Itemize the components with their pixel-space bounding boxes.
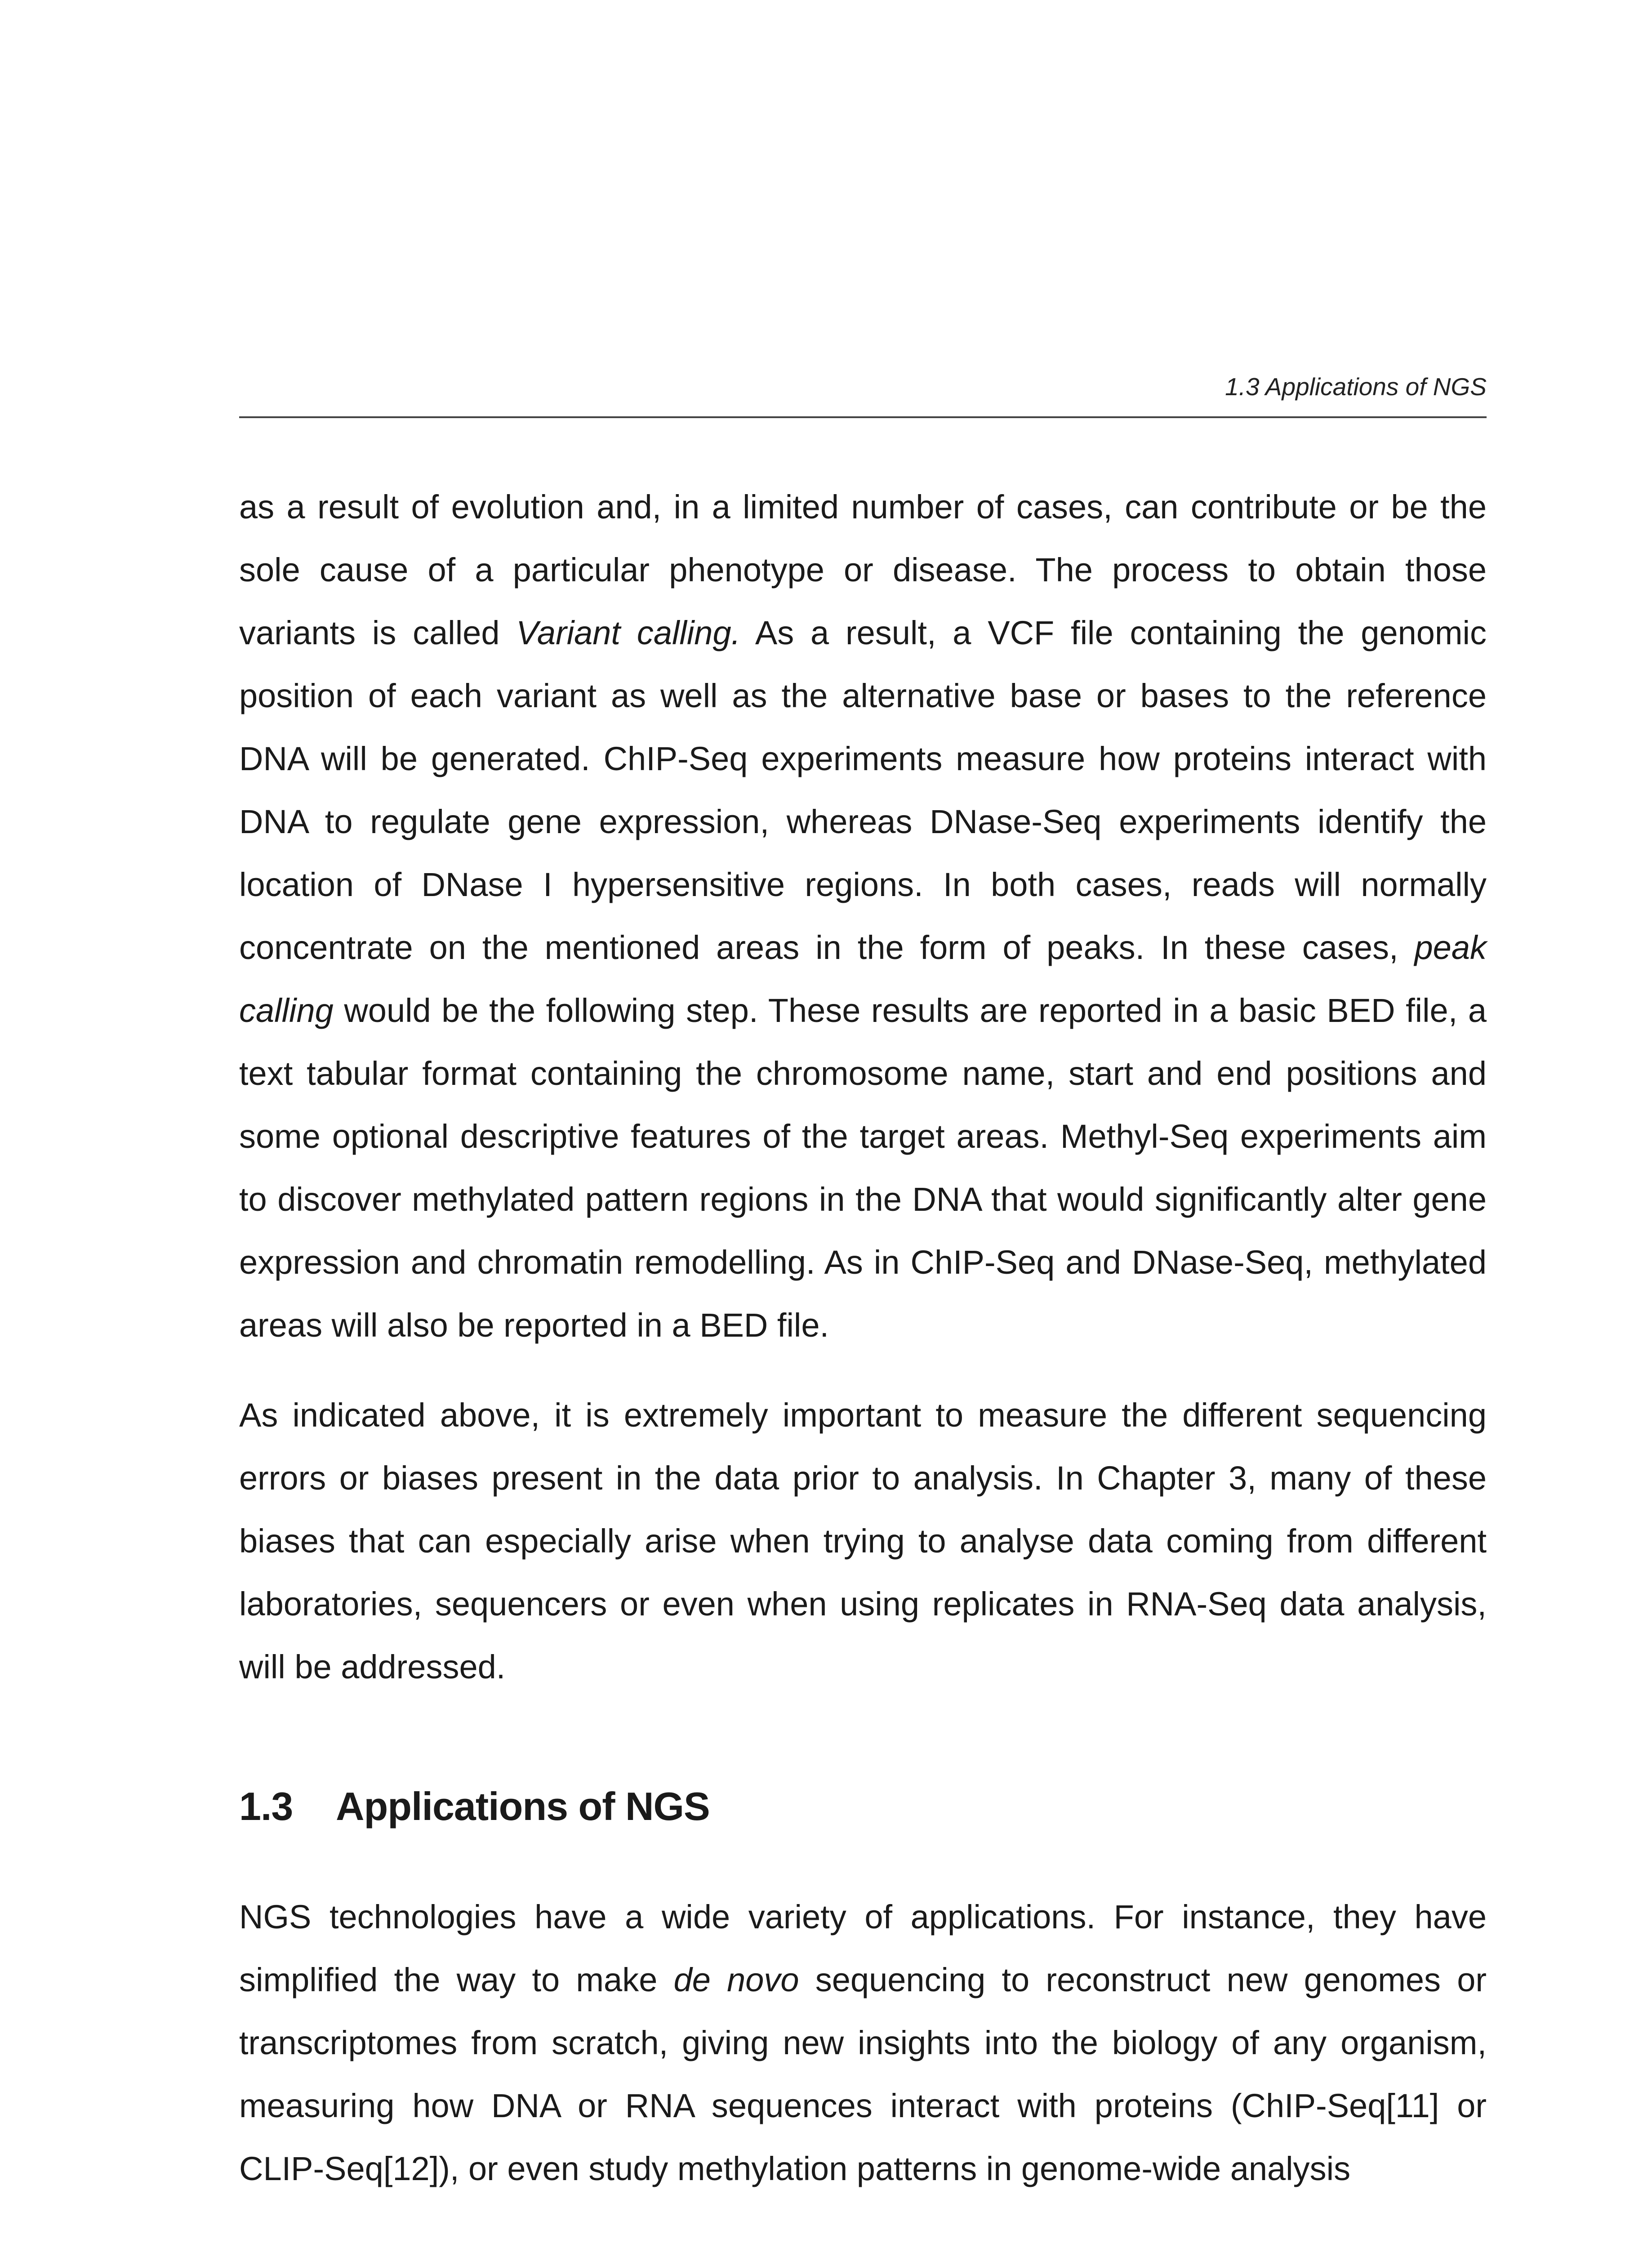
section-heading (239, 1780, 1487, 1833)
section-title: Applications of NGS (336, 1784, 710, 1829)
paragraph-text: As a result, a VCF file containing the genomic position of each variant as well as the alternative base or bases to the reference DNA will be generated. ChIP-Seq experiments measure how proteins interact with DNA to regulate gene expression, whereas DNase-Seq experiments identify the location of DNase I hypersensitive regions. In both cases, reads will normally concentrate on the mentioned areas in the form of peaks. In these cases, (239, 614, 1487, 966)
paragraph-text: as a result of evolution and, in a limited number of cases, can contribute or be the sole cause of a particular phenotype or disease. The process to obtain those variants is called (239, 488, 1487, 651)
paragraph-text: NGS technologies have a wide variety of applications. For instance, they have simplified the way to make (239, 1898, 1487, 1998)
header-rule (239, 416, 1487, 418)
page-body (239, 476, 1487, 2200)
paragraph-biases: As indicated above, it is extremely important to measure the different sequencing errors or biases present in the data prior to analysis. In Chapter 3, many of these biases that can especially arise when trying to analyse data coming from different laboratories, sequencers or even when using replicates in RNA-Seq data analysis, will be addressed. (239, 1396, 1487, 1686)
running-header: 1.3 Applications of NGS (1225, 373, 1487, 401)
paragraph-variant-calling (239, 476, 1487, 1357)
term-variant-calling: Variant calling. (516, 614, 741, 651)
term-peak-calling: peak calling (239, 929, 1487, 1029)
paragraph-text: would be the following step. These results are reported in a basic BED file, a text tabular format containing the chromosome name, start and end positions and some optional descriptive features of the target areas. Methyl-Seq experiments aim to discover methylated pattern regions in the DNA that would significantly alter gene expression and chromatin remodelling. As in ChIP-Seq and DNase-Seq, methylated areas will also be reported in a BED file. (239, 992, 1487, 1344)
paragraph-text: sequencing to reconstruct new genomes or transcriptomes from scratch, giving new insights into the biology of any organism, measuring how DNA or RNA sequences interact with proteins (ChIP-Seq[11] or CLIP-Seq[12]), or even study methylation patterns in genome-wide analysis (239, 1961, 1487, 2187)
paragraph-applications (239, 1886, 1487, 2200)
term-de-novo: de novo (673, 1961, 799, 1998)
section-number: 1.3 (239, 1784, 293, 1829)
